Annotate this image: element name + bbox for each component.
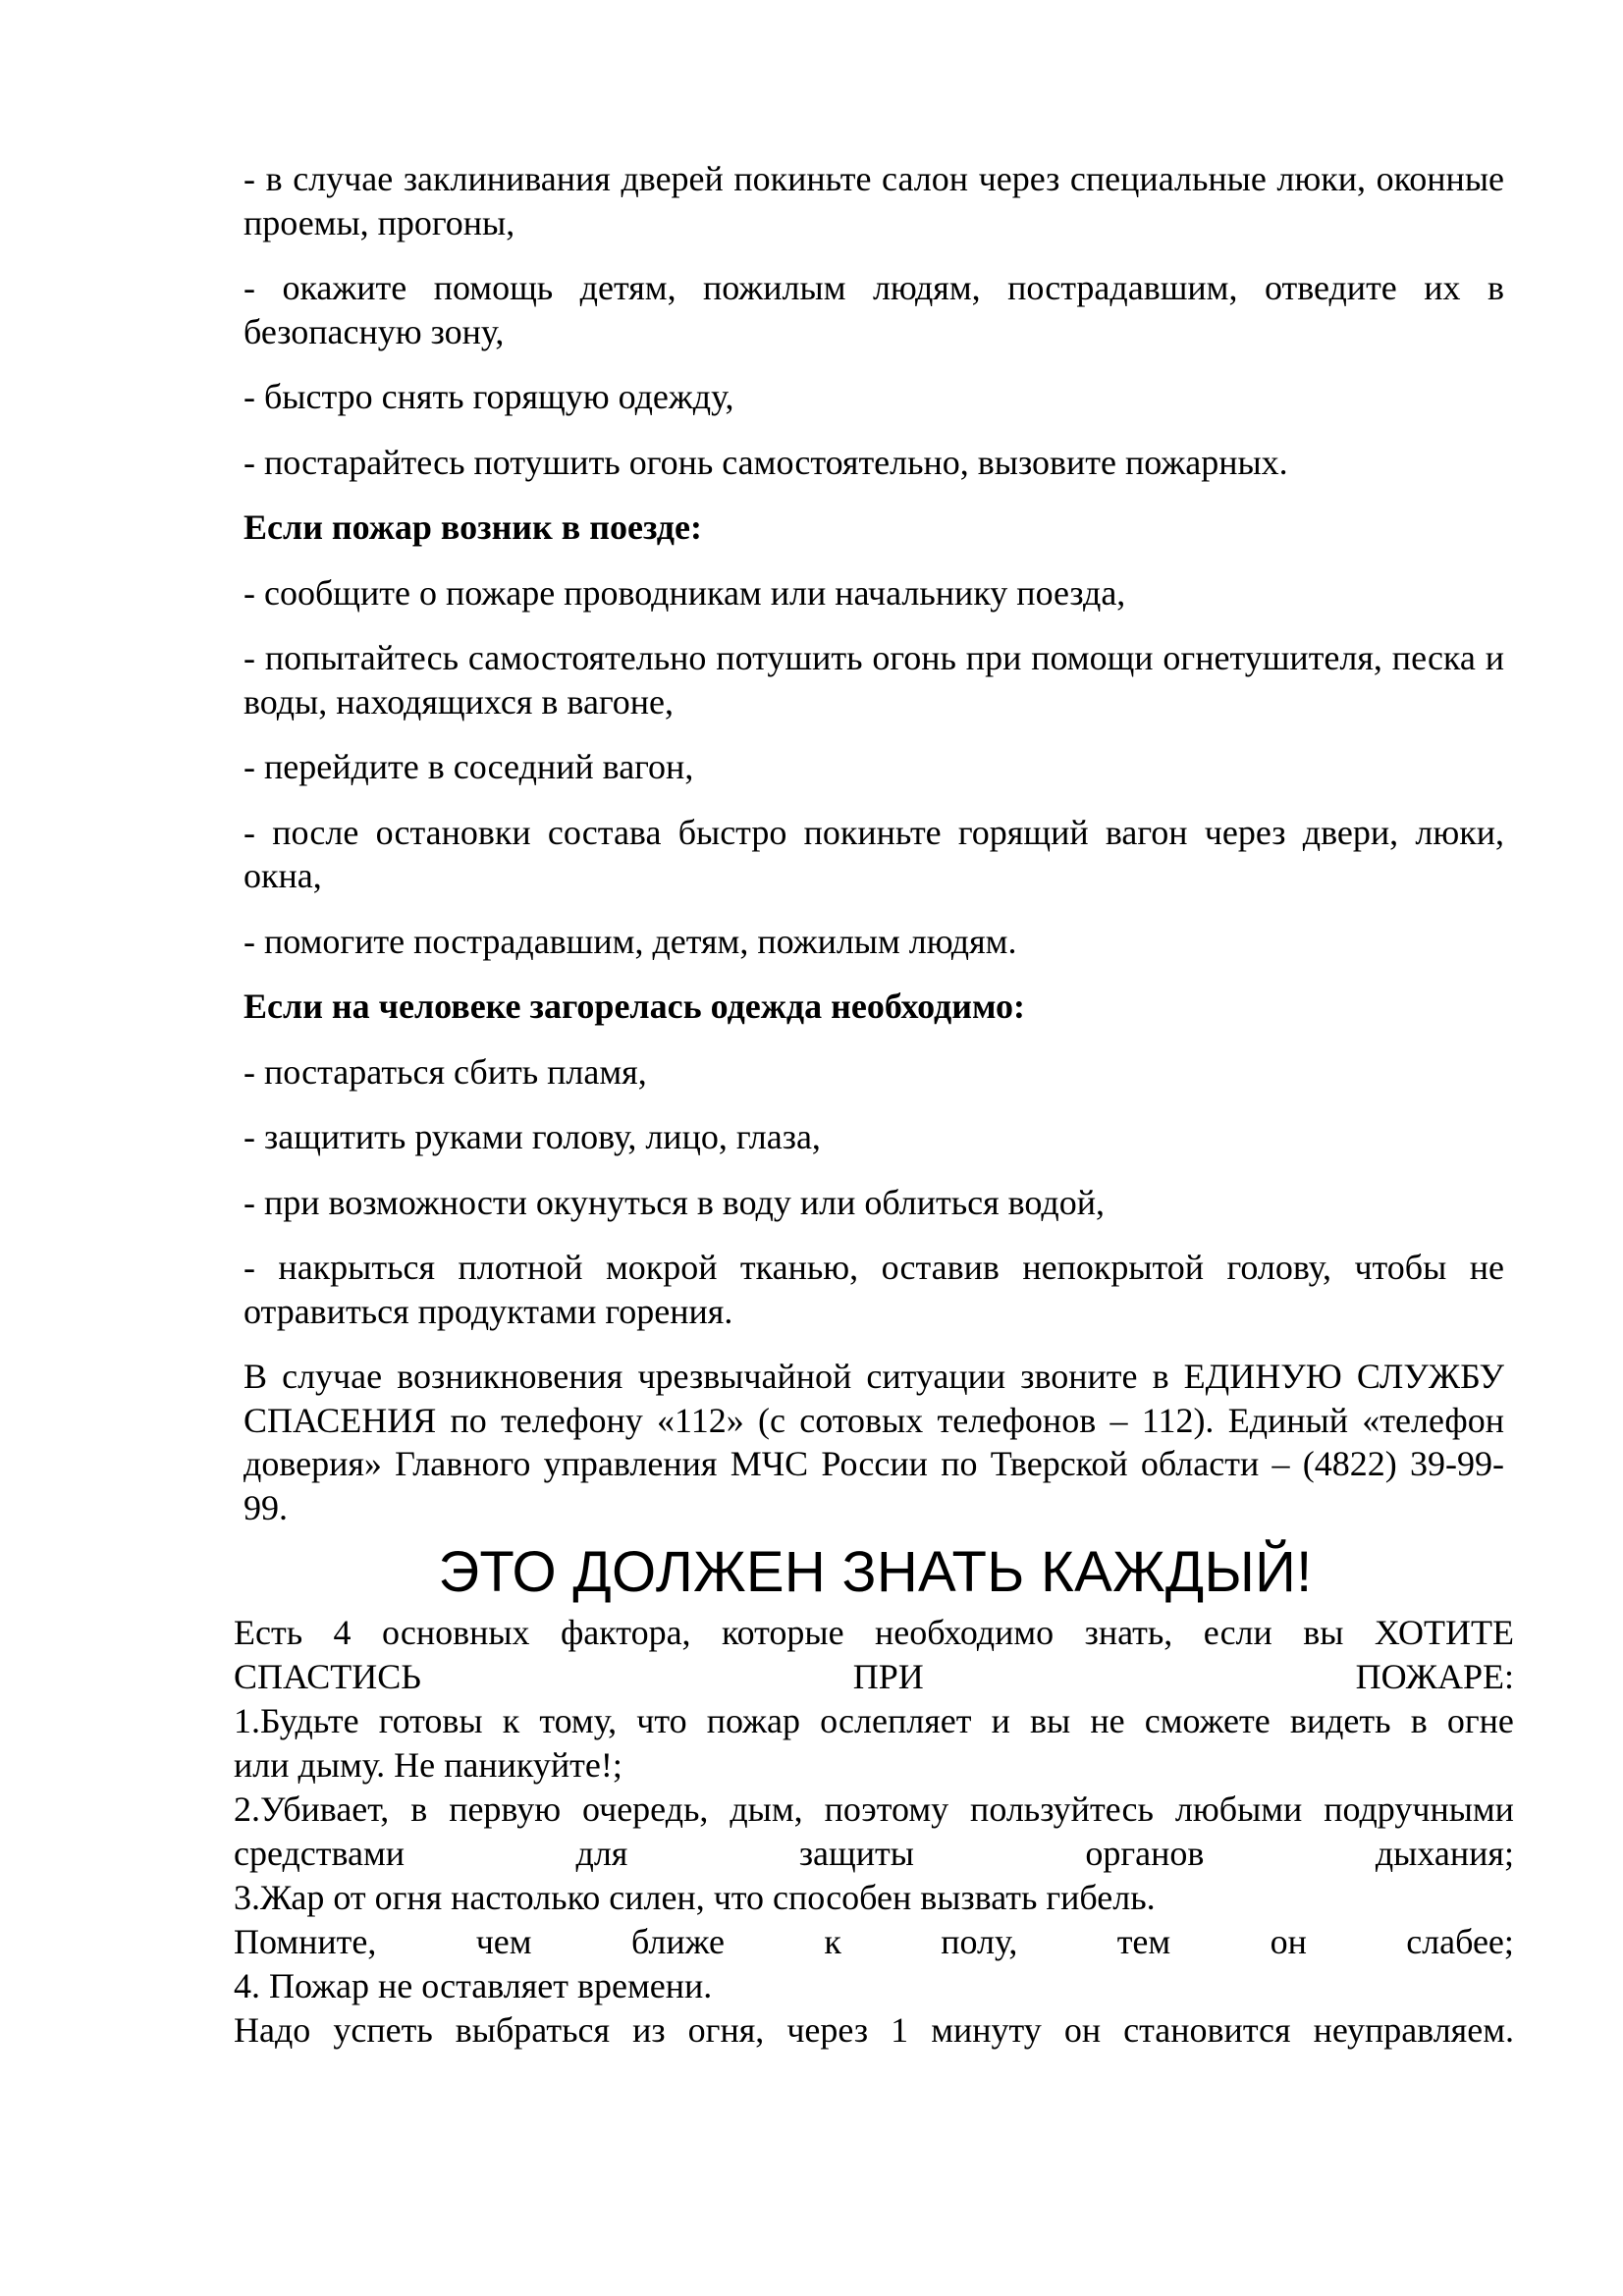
paragraph: - в случае заклинивания дверей покиньте салон через специальные люки, оконные проемы, прогоны,	[243, 159, 1504, 242]
word: сможете	[1144, 1701, 1271, 1740]
word: СПАСТИСЬ	[234, 1657, 421, 1696]
text-line	[234, 1655, 1514, 1699]
paragraph: - окажите помощь детям, пожилым людям, пострадавшим, отведите их в безопасную зону,	[243, 268, 1504, 351]
word: он	[1063, 2010, 1102, 2050]
word: полу,	[941, 1922, 1018, 1961]
word: огне	[1446, 1701, 1514, 1740]
word: видеть	[1289, 1701, 1391, 1740]
word: любыми	[1174, 1789, 1303, 1829]
paragraph: - постараться сбить пламя,	[243, 1051, 647, 1092]
paragraph: - постарайтесь потушить огонь самостоятельно, вызовите пожарных.	[243, 442, 1288, 482]
word: огня,	[687, 2010, 765, 2050]
word: подручными	[1324, 1789, 1514, 1829]
word: 2.Убивает,	[234, 1789, 390, 1829]
paragraph: - сообщите о пожаре проводникам или начальнику поезда,	[243, 572, 1126, 613]
word: 1.Будьте	[234, 1701, 359, 1740]
word: защиты	[798, 1834, 914, 1873]
text-line: 3.Жар от огня настолько силен, что способен вызвать гибель.	[234, 1878, 1156, 1917]
word: которые	[721, 1613, 844, 1652]
text-line	[234, 1699, 1514, 1743]
word: что	[636, 1701, 687, 1740]
word: первую	[449, 1789, 562, 1829]
word: средствами	[234, 1834, 406, 1873]
word: ближе	[630, 1922, 725, 1961]
word: выбраться	[455, 2010, 611, 2050]
word: тому,	[539, 1701, 618, 1740]
word: из	[632, 2010, 666, 2050]
word: успеть	[333, 2010, 433, 2050]
word: пользуйтесь	[970, 1789, 1154, 1829]
text-line	[234, 1832, 1514, 1876]
word: ослепляет	[820, 1701, 972, 1740]
paragraph: - попытайтесь самостоятельно потушить огонь при помощи огнетушителя, песка и воды, находящихся в вагоне,	[243, 638, 1504, 721]
word: Надо	[234, 2010, 311, 2050]
word: фактора,	[560, 1613, 691, 1652]
text-line	[234, 1920, 1514, 1964]
word: вы	[1030, 1701, 1071, 1740]
word: ПОЖАРЕ:	[1355, 1657, 1514, 1696]
paragraph: - быстро снять горящую одежду,	[243, 377, 734, 416]
word: через	[786, 2010, 869, 2050]
word: пожар	[706, 1701, 800, 1740]
text-line	[234, 1788, 1514, 1832]
word: слабее;	[1406, 1922, 1514, 1961]
paragraph: - накрыться плотной мокрой тканью, оставив непокрытой голову, чтобы не отравиться продуктами горения.	[243, 1248, 1504, 1331]
paragraph: - при возможности окунуться в воду или облиться водой,	[243, 1182, 1105, 1222]
word: Есть	[234, 1613, 303, 1652]
word: основных	[381, 1613, 530, 1652]
paragraph: - защитить руками голову, лицо, глаза,	[243, 1117, 821, 1156]
text-line	[234, 1611, 1514, 1655]
word: поэтому	[824, 1789, 949, 1829]
word: минуту	[931, 2010, 1042, 2050]
word: Помните,	[234, 1922, 377, 1961]
word: если	[1203, 1613, 1272, 1652]
word: тем	[1116, 1922, 1171, 1961]
word: ПРИ	[852, 1657, 924, 1696]
word: и	[991, 1701, 1010, 1740]
word: он	[1270, 1922, 1307, 1961]
word: необходимо	[875, 1613, 1055, 1652]
word: готовы	[378, 1701, 483, 1740]
word: неуправляем.	[1313, 2010, 1514, 2050]
word: не	[1090, 1701, 1125, 1740]
survival-factors	[234, 1611, 1514, 2053]
word: в	[410, 1789, 428, 1829]
word: органов	[1085, 1834, 1205, 1873]
word: 4	[333, 1613, 352, 1652]
word: к	[502, 1701, 520, 1740]
paragraph: - перейдите в соседний вагон,	[243, 747, 694, 786]
fire-safety-instructions	[243, 157, 1504, 1551]
word: вы	[1303, 1613, 1344, 1652]
paragraph: - помогите пострадавшим, детям, пожилым людям.	[243, 921, 1017, 961]
emergency-contact-paragraph: В случае возникновения чрезвычайной ситуации звоните в ЕДИНУЮ СЛУЖБУ СПАСЕНИЯ по телефону «112» (с сотовых телефонов – 112). Единый «телефон доверия» Главного управления МЧС России по Тверской области – (4822) 39-99-99.	[243, 1357, 1504, 1527]
main-heading: ЭТО ДОЛЖЕН ЗНАТЬ КАЖДЫЙ!	[438, 1540, 1313, 1604]
text-line	[234, 2008, 1514, 2053]
text-line: 4. Пожар не оставляет времени.	[234, 1966, 713, 2005]
word: 1	[891, 2010, 909, 2050]
word: к	[824, 1922, 841, 1961]
train-fire-heading: Если пожар возник в поезде:	[243, 507, 702, 547]
word: становится	[1123, 2010, 1291, 2050]
word: очередь,	[582, 1789, 709, 1829]
text-line: или дыму. Не паникуйте!;	[234, 1745, 622, 1785]
word: для	[575, 1834, 628, 1873]
word: дыхания;	[1375, 1834, 1514, 1873]
word: ХОТИТЕ	[1374, 1613, 1514, 1652]
clothes-fire-heading: Если на человеке загорелась одежда необходимо:	[243, 987, 1026, 1026]
paragraph: - после остановки состава быстро покиньте горящий вагон через двери, люки, окна,	[243, 812, 1504, 895]
word: дым,	[730, 1789, 803, 1829]
word: чем	[475, 1922, 532, 1961]
word: знать,	[1084, 1613, 1173, 1652]
word: в	[1410, 1701, 1428, 1740]
